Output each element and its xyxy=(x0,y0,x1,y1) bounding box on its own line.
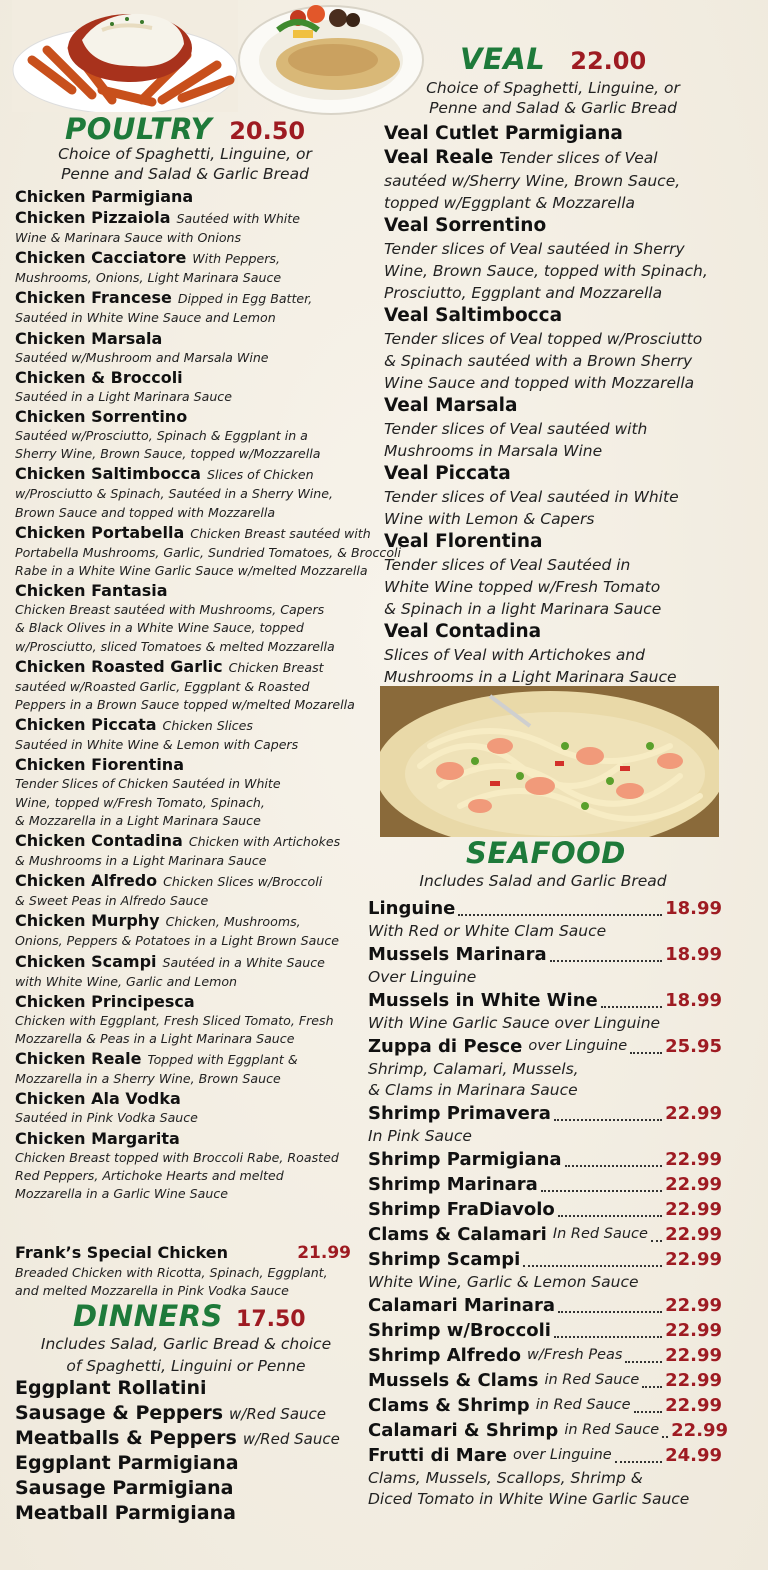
seafood-item-row xyxy=(368,896,722,921)
poultry-item-head xyxy=(15,991,375,1012)
seafood-item xyxy=(368,988,722,1034)
poultry-item xyxy=(15,287,375,327)
seafood-item-name: Mussels in White Wine xyxy=(368,990,598,1011)
seafood-item-price: 22.99 xyxy=(665,1224,722,1245)
seafood-item-name: Shrimp Alfredo xyxy=(368,1345,521,1366)
seafood-item-price: 22.99 xyxy=(665,1103,722,1124)
seafood-item xyxy=(368,1147,722,1172)
special-desc-line: and melted Mozzarella in Pink Vodka Sauce xyxy=(15,1283,289,1298)
seafood-item-row xyxy=(368,1172,722,1197)
poultry-item xyxy=(15,910,375,950)
poultry-item xyxy=(15,830,375,870)
poultry-item-desc-line: Tender Slices of Chicken Sautéed in White xyxy=(15,776,281,792)
poultry-item-desc-line: Sautéed w/Mushroom and Marsala Wine xyxy=(15,349,269,365)
veal-item-desc-line: Wine, Brown Sauce, topped with Spinach, xyxy=(384,262,708,280)
veal-item-desc-line: Mushrooms in Marsala Wine xyxy=(384,442,603,460)
poultry-item-desc-line: Sautéed in a Light Marinara Sauce xyxy=(15,388,232,404)
veal-item-name: Veal Saltimbocca xyxy=(384,305,563,326)
chicken-parmigiana-photo xyxy=(12,0,238,112)
poultry-item-desc-line: & Mushrooms in a Light Marinara Sauce xyxy=(15,853,267,869)
poultry-item-name: Chicken Saltimbocca xyxy=(15,464,201,484)
dinners-header xyxy=(73,1299,306,1333)
dot-leader xyxy=(601,1006,662,1008)
poultry-item-desc-line: Brown Sauce and topped with Mozzarella xyxy=(15,504,276,520)
seafood-item-name: Shrimp Marinara xyxy=(368,1174,538,1195)
poultry-item-desc-line: Red Peppers, Artichoke Hearts and melted xyxy=(15,1167,284,1183)
dot-leader xyxy=(550,960,662,962)
poultry-item-name: Chicken Murphy xyxy=(15,911,160,931)
veal-item xyxy=(384,620,754,688)
poultry-item xyxy=(15,328,375,367)
poultry-item-inline-desc: Chicken with Artichokes xyxy=(188,834,341,850)
seafood-item xyxy=(368,1034,722,1101)
poultry-item-head xyxy=(15,522,375,544)
poultry-item-desc-line: Sautéed w/Prosciutto, Spinach & Eggplant in a xyxy=(15,428,308,444)
poultry-header xyxy=(65,112,305,146)
seafood-item-desc-line: Shrimp, Calamari, Mussels, xyxy=(368,1060,579,1078)
subtitle-line: Includes Salad, Garlic Bread & choice xyxy=(40,1335,332,1353)
poultry-item-name: Chicken Cacciatore xyxy=(15,248,187,268)
dot-leader xyxy=(458,914,662,916)
veal-item xyxy=(384,462,754,530)
veal-item-head xyxy=(384,394,754,418)
poultry-item-name: Chicken Fantasia xyxy=(15,581,168,601)
seafood-item-name: Shrimp FraDiavolo xyxy=(368,1199,555,1220)
seafood-item-name: Shrimp Scampi xyxy=(368,1249,521,1270)
poultry-item xyxy=(15,406,375,463)
poultry-item xyxy=(15,951,375,991)
veal-item-desc-line: & Spinach in a light Marinara Sauce xyxy=(384,600,662,618)
seafood-item-price: 22.99 xyxy=(665,1149,722,1170)
seafood-item-note: in Red Sauce xyxy=(544,1372,640,1388)
dot-leader xyxy=(558,1311,662,1313)
seafood-item-row xyxy=(368,1222,722,1247)
seafood-item-note: In Red Sauce xyxy=(552,1226,648,1242)
poultry-item-name: Chicken Alfredo xyxy=(15,871,158,891)
poultry-item xyxy=(15,207,375,247)
seafood-item-row xyxy=(368,1293,722,1318)
veal-item-desc-line: Tender slices of Veal sautéed in White xyxy=(384,488,679,506)
poultry-item-name: Chicken Portabella xyxy=(15,522,185,542)
poultry-item xyxy=(15,463,375,521)
poultry-item-desc-line: & Mozzarella in a Light Marinara Sauce xyxy=(15,812,261,828)
poultry-item-desc-line: w/Prosciutto, sliced Tomatoes & melted Mozzarella xyxy=(15,638,335,654)
seafood-item-price: 22.99 xyxy=(665,1295,722,1316)
seafood-item-row xyxy=(368,1197,722,1222)
dot-leader xyxy=(651,1240,662,1242)
poultry-item-name: Chicken Marsala xyxy=(15,328,163,348)
seafood-item-name: Mussels & Clams xyxy=(368,1370,539,1391)
poultry-item-desc-line: Rabe in a White Wine Garlic Sauce w/melted Mozzarella xyxy=(15,563,368,579)
seafood-item-price: 22.99 xyxy=(665,1249,722,1270)
poultry-item xyxy=(15,186,375,207)
veal-item xyxy=(384,394,754,462)
seafood-item-desc-line: In Pink Sauce xyxy=(368,1127,472,1145)
poultry-list xyxy=(15,186,402,1203)
seafood-item-row xyxy=(368,1343,722,1368)
seafood-item-name: Clams & Shrimp xyxy=(368,1395,530,1416)
seafood-item-note: over Linguine xyxy=(528,1038,628,1054)
poultry-item-inline-desc: Dipped in Egg Batter, xyxy=(177,291,313,307)
poultry-item-head xyxy=(15,580,375,601)
poultry-item-name: Chicken Pizzaiola xyxy=(15,208,171,227)
poultry-item-desc-line: Wine & Marinara Sauce with Onions xyxy=(15,230,242,245)
dinner-item xyxy=(15,1476,365,1501)
poultry-item-name: Chicken Contadina xyxy=(15,831,183,851)
seafood-item-desc-line: White Wine, Garlic & Lemon Sauce xyxy=(368,1273,639,1291)
poultry-item-head xyxy=(15,367,375,388)
poultry-item-desc-line: Sautéed in White Wine Sauce and Lemon xyxy=(15,310,276,326)
dot-leader xyxy=(558,1215,662,1217)
veal-item xyxy=(384,122,754,146)
veal-item-head xyxy=(384,462,754,486)
seafood-item xyxy=(368,1393,722,1418)
seafood-item xyxy=(368,1443,722,1510)
poultry-item xyxy=(15,991,375,1048)
subtitle-line: of Spaghetti, Linguini or Penne xyxy=(66,1357,306,1375)
seafood-item xyxy=(368,1318,722,1343)
seafood-item-desc-line: Clams, Mussels, Scallops, Shrimp & xyxy=(368,1469,643,1487)
veal-item-name: Veal Cutlet Parmigiana xyxy=(384,123,623,144)
veal-header xyxy=(460,42,646,76)
dot-leader xyxy=(615,1461,662,1463)
poultry-item-head xyxy=(15,951,375,973)
seafood-item-name: Shrimp w/Broccoli xyxy=(368,1320,551,1341)
seafood-item-desc-line: Diced Tomato in White Wine Garlic Sauce xyxy=(368,1490,690,1508)
poultry-item-name: Chicken Margarita xyxy=(15,1128,180,1148)
subtitle-line: Choice of Spaghetti, Linguine, or xyxy=(426,79,680,97)
veal-item-desc-line: Wine with Lemon & Capers xyxy=(384,510,595,528)
dinner-item-note: w/Red Sauce xyxy=(229,1405,326,1423)
seafood-item-price: 18.99 xyxy=(665,898,722,919)
dinners-title: DINNERS xyxy=(73,1299,223,1333)
poultry-item xyxy=(15,580,375,656)
dot-leader xyxy=(565,1165,663,1167)
seafood-item-name: Calamari Marinara xyxy=(368,1295,555,1316)
poultry-item-desc-line: Mozzarella in a Sherry Wine, Brown Sauce xyxy=(15,1071,281,1087)
veal-item-desc-line: Wine Sauce and topped with Mozzarella xyxy=(384,374,695,392)
seafood-item-name: Shrimp Primavera xyxy=(368,1103,551,1124)
poultry-item-desc-line: Sautéed in White Wine & Lemon with Capers xyxy=(15,737,299,753)
poultry-item-name: Chicken & Broccoli xyxy=(15,367,183,387)
seafood-item-desc-line: With Wine Garlic Sauce over Linguine xyxy=(368,1014,661,1032)
poultry-item-desc-line: Mozzarella & Peas in a Light Marinara Sauce xyxy=(15,1031,295,1047)
poultry-item-name: Chicken Principesca xyxy=(15,991,195,1011)
special-name: Frank’s Special Chicken xyxy=(15,1243,228,1262)
poultry-item-inline-desc: Sautéed in a White Sauce xyxy=(162,954,325,970)
poultry-price: 20.50 xyxy=(229,117,306,145)
special-head xyxy=(15,1242,351,1264)
poultry-item-desc-line: Peppers in a Brown Sauce topped w/melted Mozarella xyxy=(15,697,355,713)
poultry-item-desc-line: with White Wine, Garlic and Lemon xyxy=(15,973,238,989)
seafood-item-row xyxy=(368,1393,722,1418)
poultry-item-inline-desc: Slices of Chicken xyxy=(206,467,314,483)
veal-item-head xyxy=(384,304,754,328)
dinner-item xyxy=(15,1401,365,1426)
seafood-item-row xyxy=(368,1101,722,1126)
poultry-item-name: Chicken Roasted Garlic xyxy=(15,656,223,676)
veal-item xyxy=(384,214,754,304)
seafood-list xyxy=(368,896,729,1510)
poultry-item-head xyxy=(15,754,375,775)
seafood-item-price: 22.99 xyxy=(665,1370,722,1391)
seafood-item xyxy=(368,1418,729,1443)
dinner-item-name: Meatballs & Peppers xyxy=(15,1427,237,1449)
poultry-item xyxy=(15,247,375,287)
seafood-subtitle: Includes Salad and Garlic Bread xyxy=(419,872,667,890)
dinner-item-name: Sausage & Peppers xyxy=(15,1402,224,1424)
seafood-title-text: SEAFOOD xyxy=(466,836,626,870)
poultry-item-desc-line: Wine, topped w/Fresh Tomato, Spinach, xyxy=(15,794,265,810)
veal-item-head xyxy=(384,214,754,238)
seafood-item-note: w/Fresh Peas xyxy=(527,1347,623,1363)
veal-item-name: Veal Florentina xyxy=(384,531,543,552)
poultry-item-name: Chicken Sorrentino xyxy=(15,407,188,427)
veal-item-desc-line: Prosciutto, Eggplant and Mozzarella xyxy=(384,284,663,302)
seafood-item xyxy=(368,1222,722,1247)
seafood-item-desc-line: Over Linguine xyxy=(368,968,477,986)
seafood-item-price: 18.99 xyxy=(665,944,722,965)
dinner-item xyxy=(15,1501,365,1526)
veal-item xyxy=(384,530,754,620)
poultry-item xyxy=(15,656,375,714)
veal-price: 22.00 xyxy=(570,47,647,75)
dinner-item-name: Meatball Parmigiana xyxy=(15,1502,236,1524)
veal-item-desc-line: White Wine topped w/Fresh Tomato xyxy=(384,578,661,596)
poultry-item-inline-desc: Chicken Slices w/Broccoli xyxy=(163,874,323,890)
veal-item-head xyxy=(384,122,754,146)
poultry-item xyxy=(15,1048,375,1088)
dot-leader xyxy=(523,1265,662,1267)
poultry-item-head xyxy=(15,870,375,892)
veal-list xyxy=(384,122,754,688)
seafood-item-name: Frutti di Mare xyxy=(368,1445,507,1466)
veal-item xyxy=(384,304,754,394)
poultry-item xyxy=(15,367,375,406)
seafood-item-price: 22.99 xyxy=(665,1199,722,1220)
seafood-item-note: in Red Sauce xyxy=(564,1422,660,1438)
poultry-item-name: Chicken Ala Vodka xyxy=(15,1089,181,1109)
special-chicken xyxy=(15,1242,365,1300)
poultry-item-head xyxy=(15,328,375,349)
poultry-item-head xyxy=(15,830,375,852)
dinner-item xyxy=(15,1426,365,1451)
dot-leader xyxy=(625,1361,662,1363)
poultry-item-inline-desc: Topped with Eggplant & xyxy=(147,1052,298,1068)
poultry-item-desc-line: Portabella Mushrooms, Garlic, Sundried Tomatoes, & Broccoli xyxy=(15,544,402,560)
seafood-item xyxy=(368,942,722,988)
veal-plate-photo xyxy=(238,0,424,116)
seafood-item-row xyxy=(368,1318,722,1343)
poultry-item-head xyxy=(15,1048,375,1070)
poultry-item xyxy=(15,870,375,910)
poultry-item-desc-line: Chicken with Eggplant, Fresh Sliced Tomato, Fresh xyxy=(15,1012,334,1028)
dot-leader xyxy=(554,1119,662,1121)
veal-item-desc-line: sautéed w/Sherry Wine, Brown Sauce, xyxy=(384,172,681,190)
veal-item-name: Veal Piccata xyxy=(384,463,511,484)
veal-item-desc-line: Tender slices of Veal Sautéed in xyxy=(384,556,631,574)
seafood-item-row xyxy=(368,1247,722,1272)
veal-item-name: Veal Reale xyxy=(384,147,494,168)
poultry-item-desc-line: Mushrooms, Onions, Light Marinara Sauce xyxy=(15,270,282,286)
seafood-item-name: Linguine xyxy=(368,898,456,919)
veal-subtitle xyxy=(398,78,708,118)
dot-leader xyxy=(630,1052,662,1054)
veal-item xyxy=(384,146,754,214)
poultry-item-desc-line: Mozzarella in a Garlic Wine Sauce xyxy=(15,1186,228,1202)
poultry-item-head xyxy=(15,656,375,678)
veal-item-desc-line: Mushrooms in a Light Marinara Sauce xyxy=(384,668,677,686)
seafood-item-price: 25.95 xyxy=(665,1036,722,1057)
seafood-item xyxy=(368,896,722,942)
seafood-item-price: 22.99 xyxy=(665,1320,722,1341)
veal-title: VEAL xyxy=(460,42,546,76)
poultry-item-inline-desc: Chicken Breast sautéed with xyxy=(190,525,371,541)
poultry-item-name: Chicken Francese xyxy=(15,288,172,308)
dinner-item-name: Eggplant Parmigiana xyxy=(15,1452,239,1474)
poultry-item-inline-desc: Chicken Slices xyxy=(162,718,253,734)
poultry-item xyxy=(15,522,402,580)
seafood-item xyxy=(368,1172,722,1197)
poultry-item-desc-line: & Sweet Peas in Alfredo Sauce xyxy=(15,893,209,909)
veal-item-desc-line: & Spinach sautéed with a Brown Sherry xyxy=(384,352,693,370)
seafood-item xyxy=(368,1343,722,1368)
veal-item-name: Veal Sorrentino xyxy=(384,215,547,236)
seafood-item xyxy=(368,1293,722,1318)
poultry-item-inline-desc: With Peppers, xyxy=(192,251,280,267)
veal-item-desc-line: Tender slices of Veal topped w/Prosciutto xyxy=(384,330,703,348)
poultry-item-head xyxy=(15,1128,375,1149)
poultry-item-desc-line: & Black Olives in a White Wine Sauce, topped xyxy=(15,620,304,636)
seafood-item-note: in Red Sauce xyxy=(535,1397,631,1413)
veal-item-name: Veal Contadina xyxy=(384,621,542,642)
veal-item-head xyxy=(384,620,754,644)
dinner-item-name: Sausage Parmigiana xyxy=(15,1477,234,1499)
dinner-item xyxy=(15,1376,365,1401)
dot-leader xyxy=(554,1336,662,1338)
poultry-item xyxy=(15,1088,375,1127)
veal-item-head xyxy=(384,146,754,170)
dinner-item-name: Eggplant Rollatini xyxy=(15,1377,207,1399)
dot-leader xyxy=(642,1386,662,1388)
seafood-item-note: over Linguine xyxy=(512,1447,612,1463)
poultry-item-head xyxy=(15,1088,375,1109)
seafood-item-name: Clams & Calamari xyxy=(368,1224,547,1245)
seafood-item-price: 18.99 xyxy=(665,990,722,1011)
poultry-item xyxy=(15,1128,375,1204)
poultry-item xyxy=(15,714,375,754)
seafood-item xyxy=(368,1101,722,1147)
veal-item-inline-desc: Tender slices of Veal xyxy=(499,149,658,167)
seafood-item-price: 22.99 xyxy=(665,1395,722,1416)
poultry-item-head xyxy=(15,714,375,736)
dot-leader xyxy=(541,1190,662,1192)
poultry-item-desc-line: Sherry Wine, Brown Sauce, topped w/Mozzarella xyxy=(15,446,321,462)
poultry-subtitle xyxy=(25,144,345,184)
poultry-item-inline-desc: Chicken Breast xyxy=(228,659,324,675)
poultry-item-name: Chicken Parmigiana xyxy=(15,187,194,206)
poultry-item-desc-line: Chicken Breast topped with Broccoli Rabe, Roasted xyxy=(15,1149,339,1165)
seafood-item-name: Mussels Marinara xyxy=(368,944,547,965)
dinner-item xyxy=(15,1451,365,1476)
seafood-item-price: 22.99 xyxy=(665,1174,722,1195)
poultry-item-name: Chicken Reale xyxy=(15,1049,142,1069)
seafood-item-row xyxy=(368,1368,722,1393)
poultry-item-head xyxy=(15,287,375,309)
dinner-item-note: w/Red Sauce xyxy=(242,1430,340,1448)
dinners-subtitle xyxy=(21,1333,351,1377)
poultry-item-desc-line: Chicken Breast sautéed with Mushrooms, Capers xyxy=(15,602,325,618)
special-desc-line: Breaded Chicken with Ricotta, Spinach, Eggplant, xyxy=(15,1265,328,1280)
seafood-item xyxy=(368,1247,722,1293)
seafood-item-price: 24.99 xyxy=(665,1445,722,1466)
seafood-title xyxy=(466,836,626,870)
veal-item-desc-line: Slices of Veal with Artichokes and xyxy=(384,646,646,664)
seafood-item-row xyxy=(368,1147,722,1172)
veal-item-desc-line: Tender slices of Veal sautéed with xyxy=(384,420,648,438)
dinners-list xyxy=(15,1376,365,1526)
seafood-item-desc-line: & Clams in Marinara Sauce xyxy=(368,1081,578,1099)
poultry-item-desc-line: Onions, Peppers & Potatoes in a Light Brown Sauce xyxy=(15,933,340,949)
veal-item-desc-line: Tender slices of Veal sautéed in Sherry xyxy=(384,240,685,258)
poultry-item xyxy=(15,754,375,830)
seafood-item-row xyxy=(368,942,722,967)
seafood-item-row xyxy=(368,1034,722,1059)
poultry-title: POULTRY xyxy=(65,112,213,146)
poultry-item-head xyxy=(15,910,375,932)
seafood-item xyxy=(368,1197,722,1222)
seafood-item-desc-line: With Red or White Clam Sauce xyxy=(368,922,607,940)
poultry-item-inline-desc: Chicken, Mushrooms, xyxy=(165,914,301,930)
dot-leader xyxy=(662,1436,668,1438)
subtitle-line: Choice of Spaghetti, Linguine, or xyxy=(58,145,312,163)
dot-leader xyxy=(634,1411,663,1413)
seafood-item xyxy=(368,1368,722,1393)
subtitle-line: Penne and Salad & Garlic Bread xyxy=(429,99,677,117)
poultry-item-name: Chicken Fiorentina xyxy=(15,755,184,775)
poultry-item-desc-line: w/Prosciutto & Spinach, Sautéed in a Sherry Wine, xyxy=(15,486,334,502)
seafood-item-price: 22.99 xyxy=(665,1345,722,1366)
poultry-item-head xyxy=(15,207,375,229)
seafood-item-name: Shrimp Parmigiana xyxy=(368,1149,562,1170)
poultry-item-inline-desc: Sautéed with White xyxy=(176,211,300,226)
poultry-item-desc-line: sautéed w/Roasted Garlic, Eggplant & Roasted xyxy=(15,678,310,694)
special-price: 21.99 xyxy=(297,1243,351,1263)
seafood-item-name: Zuppa di Pesce xyxy=(368,1036,523,1057)
poultry-item-head xyxy=(15,186,375,207)
veal-item-head xyxy=(384,530,754,554)
veal-item-name: Veal Marsala xyxy=(384,395,518,416)
seafood-item-name: Calamari & Shrimp xyxy=(368,1420,559,1441)
seafood-item-row xyxy=(368,1443,722,1468)
poultry-item-head xyxy=(15,406,375,427)
seafood-item-row xyxy=(368,988,722,1013)
veal-item-desc-line: topped w/Eggplant & Mozzarella xyxy=(384,194,636,212)
poultry-item-name: Chicken Scampi xyxy=(15,951,157,971)
poultry-item-name: Chicken Piccata xyxy=(15,715,157,735)
poultry-item-head xyxy=(15,463,375,485)
dinners-price: 17.50 xyxy=(236,1307,306,1332)
poultry-item-desc-line: Sautéed in Pink Vodka Sauce xyxy=(15,1110,198,1126)
seafood-item-row xyxy=(368,1418,729,1443)
subtitle-line: Penne and Salad & Garlic Bread xyxy=(61,165,309,183)
seafood-item-price: 22.99 xyxy=(671,1420,729,1441)
poultry-item-head xyxy=(15,247,375,269)
seafood-pasta-photo xyxy=(380,686,719,837)
